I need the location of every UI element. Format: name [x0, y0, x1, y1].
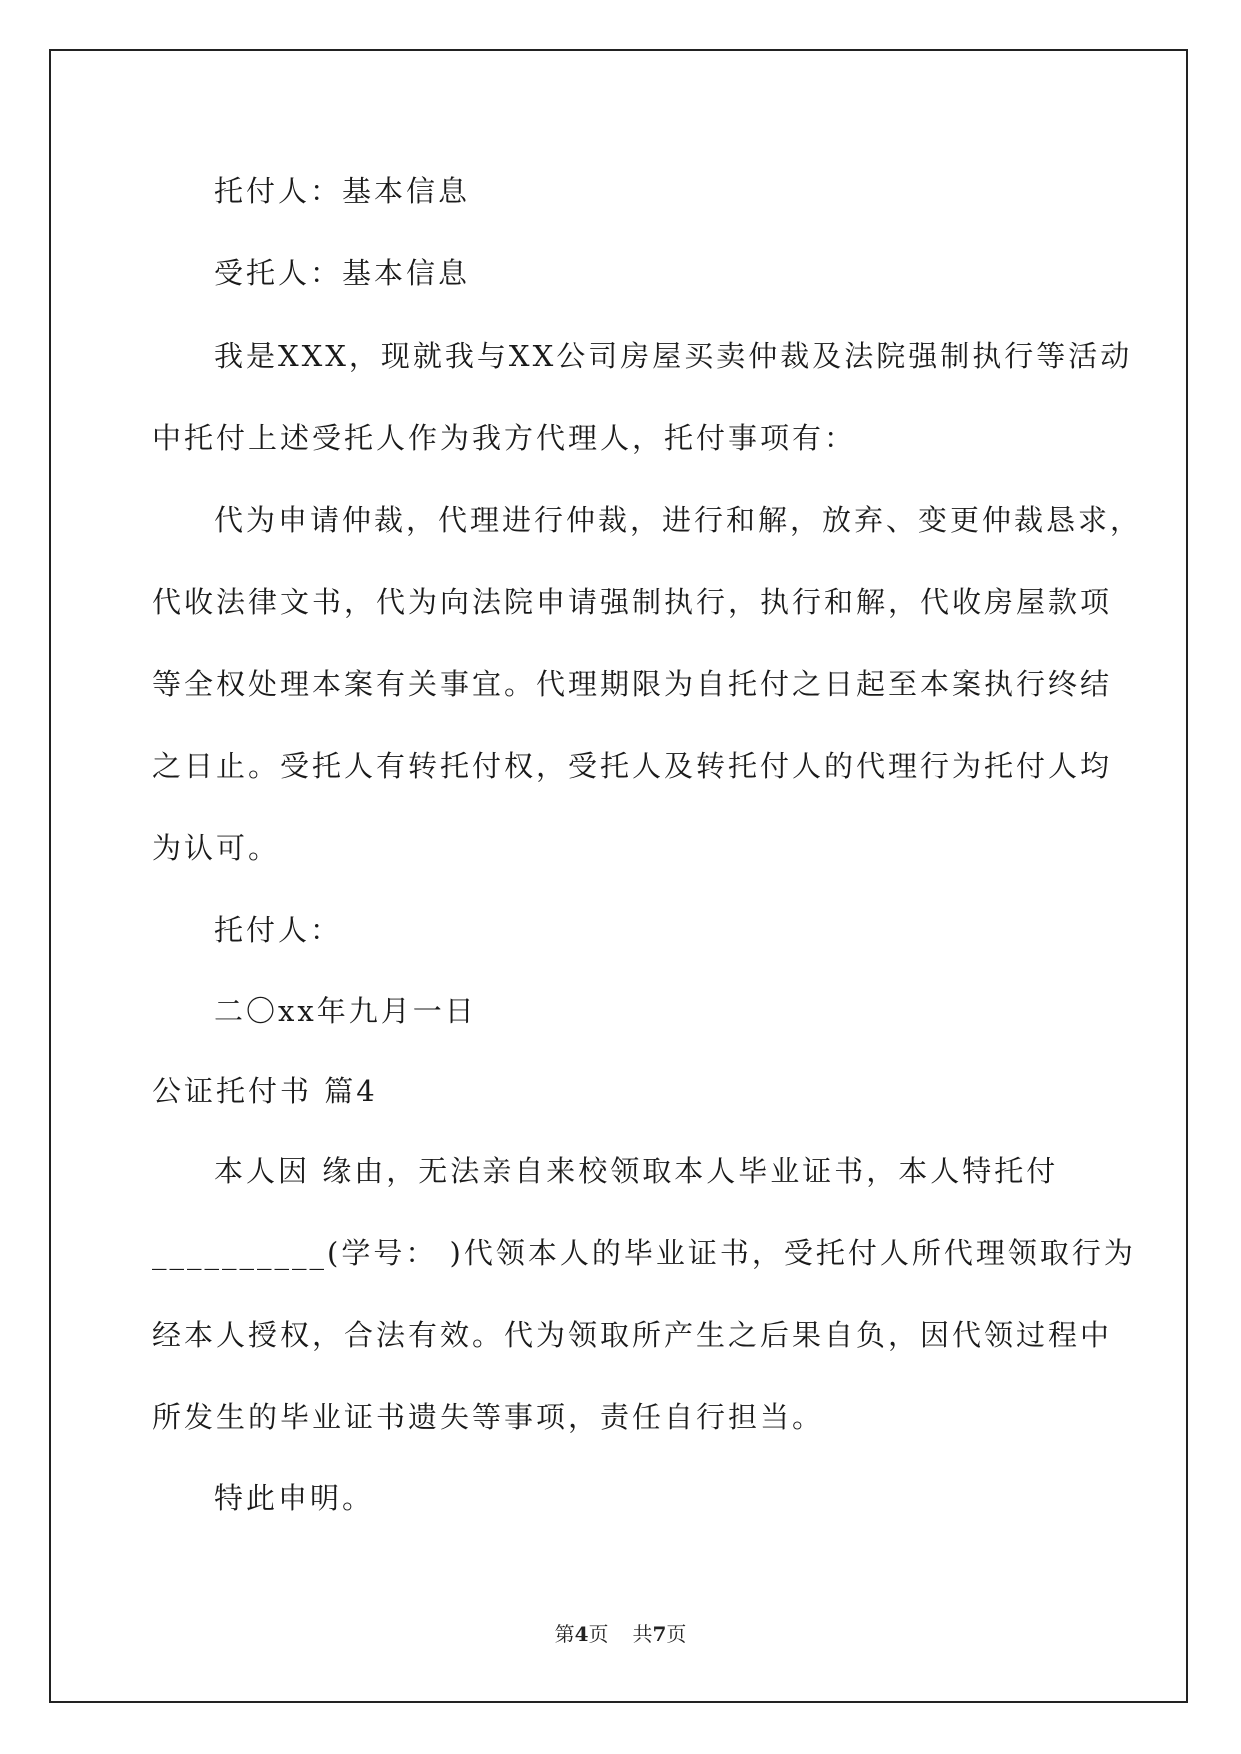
page-footer: [0, 1621, 1241, 1647]
date-line: 二〇xx年九月一日: [214, 994, 477, 1028]
text-line: 等全权处理本案有关事宜。代理期限为自托付之日起至本案执行终结: [152, 667, 1113, 701]
text-line: 之日止。受托人有转托付权，受托人及转托付人的代理行为托付人均: [152, 749, 1113, 783]
page-prefix: 第: [554, 1622, 575, 1646]
text-line: 我是XXX，现就我与XX公司房屋买卖仲裁及法院强制执行等活动: [214, 339, 1133, 373]
total-prefix: 共: [632, 1622, 653, 1646]
page-number: 4: [574, 1622, 589, 1646]
text-line: 本人因 缘由，无法亲自来校领取本人毕业证书，本人特托付: [214, 1154, 1059, 1188]
text-line: __________(学号： )代领本人的毕业证书，受托付人所代理领取行为: [152, 1236, 1136, 1270]
page-suffix: 页: [588, 1622, 609, 1646]
section-heading: 公证托付书 篇4: [152, 1074, 378, 1108]
text-line: 中托付上述受托人作为我方代理人，托付事项有：: [152, 421, 857, 455]
text-line: 特此申明。: [214, 1481, 375, 1515]
text-line: 代收法律文书，代为向法院申请强制执行，执行和解，代收房屋款项: [152, 585, 1113, 619]
text-line: 托付人：: [214, 913, 343, 947]
text-line: 为认可。: [152, 831, 281, 865]
total-suffix: 页: [666, 1622, 687, 1646]
total-pages: 7: [652, 1622, 667, 1646]
text-line: 代为申请仲裁，代理进行仲裁，进行和解，放弃、变更仲裁恳求，: [214, 503, 1143, 537]
text-line: 所发生的毕业证书遗失等事项，责任自行担当。: [152, 1400, 825, 1434]
text-line: 受托人：基本信息: [214, 256, 471, 290]
page-border: [49, 49, 1188, 1703]
text-line: 经本人授权，合法有效。代为领取所产生之后果自负，因代领过程中: [152, 1318, 1113, 1352]
text-line: 托付人：基本信息: [214, 174, 471, 208]
